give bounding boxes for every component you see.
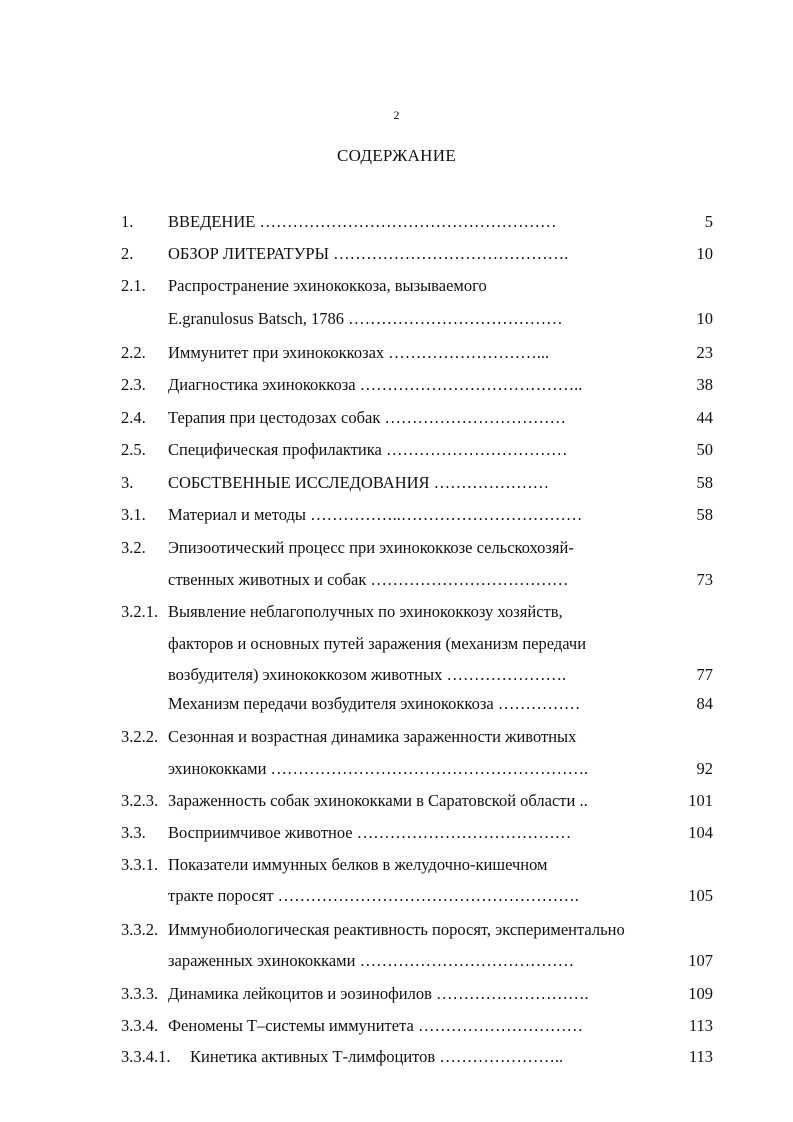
toc-page: 104 [688, 823, 713, 842]
toc-entry [0, 662, 793, 688]
toc-text: ственных животных и собак ……………………………… [168, 570, 569, 589]
toc-entry [0, 981, 793, 1007]
toc-text: Иммунитет при эхинококкозах ………………………... [168, 343, 550, 362]
toc-page: 113 [688, 1016, 713, 1035]
toc-entry [0, 599, 793, 625]
toc-number: 3.2.2. [121, 727, 159, 746]
toc-entry [0, 209, 793, 235]
toc-text: Иммунобиологическая реактивность поросят, экспериментально [168, 920, 625, 939]
toc-entry [0, 724, 793, 750]
toc-page: 113 [688, 1047, 713, 1066]
toc-number: 3.3. [121, 823, 146, 842]
toc-text: Материал и методы ……………..…………………………… [168, 505, 583, 524]
toc-entry [0, 535, 793, 561]
toc-page: 58 [696, 505, 713, 524]
toc-page: 107 [688, 951, 713, 970]
toc-entry [0, 852, 793, 878]
toc-page: 44 [696, 408, 713, 427]
toc-entry [0, 691, 793, 717]
toc-text: Выявление неблагополучных по эхинококкозу хозяйств, [168, 602, 563, 621]
toc-entry [0, 917, 793, 943]
toc-number: 2.3. [121, 375, 146, 394]
page-number: 2 [393, 108, 400, 122]
toc-page: 5 [704, 212, 713, 231]
toc-entry [0, 437, 793, 463]
toc-text: Диагностика эхинококкоза ………………………………….. [168, 375, 583, 394]
toc-text: зараженных эхинококками ………………………………… [168, 951, 575, 970]
toc-number: 3.3.1. [121, 855, 159, 874]
toc-number: 3.3.2. [121, 920, 159, 939]
toc-text: факторов и основных путей заражения (механизм передачи [168, 634, 587, 653]
toc-text: Феномены Т–системы иммунитета ………………………… [168, 1016, 583, 1035]
toc-number: 3.1. [121, 505, 146, 524]
toc-entry [0, 340, 793, 366]
toc-number: 3. [121, 473, 134, 492]
toc-text: Зараженность собак эхинококками в Саратовской области .. [168, 791, 588, 810]
toc-text: Показатели иммунных белков в желудочно-кишечном [168, 855, 548, 874]
toc-page: 84 [696, 694, 713, 713]
toc-number: 2.5. [121, 440, 146, 459]
toc-entry [0, 470, 793, 496]
page-title: СОДЕРЖАНИЕ [336, 146, 457, 165]
toc-page: 92 [696, 759, 713, 778]
toc-page: 101 [688, 791, 713, 810]
toc-number: 3.3.4. [121, 1016, 159, 1035]
toc-page: 10 [696, 309, 713, 328]
toc-text: Специфическая профилактика …………………………… [168, 440, 568, 459]
toc-number: 3.2. [121, 538, 146, 557]
toc-number: 2.1. [121, 276, 146, 295]
toc-number: 3.3.4.1. [121, 1047, 171, 1066]
toc-text: тракте поросят ………………………………………………. [168, 886, 579, 905]
toc-number: 2.4. [121, 408, 146, 427]
toc-entry [0, 756, 793, 782]
toc-entry [0, 948, 793, 974]
toc-entry [0, 273, 793, 299]
toc-entry [0, 883, 793, 909]
toc-text: СОБСТВЕННЫЕ ИССЛЕДОВАНИЯ ………………… [168, 473, 550, 492]
toc-page: 109 [688, 984, 713, 1003]
toc-page: 23 [696, 343, 713, 362]
toc-page: 38 [696, 375, 713, 394]
toc-text: Терапия при цестодозах собак …………………………… [168, 408, 566, 427]
toc-number: 1. [121, 212, 134, 231]
toc-page: 10 [696, 244, 713, 263]
toc-entry [0, 241, 793, 267]
toc-text: Распространение эхинококкоза, вызываемого [168, 276, 487, 295]
toc-number: 3.2.3. [121, 791, 159, 810]
toc-text: Восприимчивое животное ………………………………… [168, 823, 572, 842]
toc-number: 3.2.1. [121, 602, 159, 621]
toc-text: ВВЕДЕНИЕ ……………………………………………… [168, 212, 557, 231]
toc-entry [0, 567, 793, 593]
toc-entry [0, 405, 793, 431]
toc-number: 2. [121, 244, 134, 263]
toc-text: эхинококками …………………………………………………. [168, 759, 589, 778]
toc-page: 58 [696, 473, 713, 492]
toc-entry [0, 372, 793, 398]
toc-text: ОБЗОР ЛИТЕРАТУРЫ ……………………………………. [168, 244, 569, 263]
toc-number: 2.2. [121, 343, 146, 362]
toc-page: 105 [688, 886, 713, 905]
toc-text: Сезонная и возрастная динамика зараженности животных [168, 727, 577, 746]
toc-page: 50 [696, 440, 713, 459]
toc-text: Эпизоотический процесс при эхинококкозе сельскохозяй- [168, 538, 574, 557]
toc-page: 77 [696, 665, 713, 684]
toc-number: 3.3.3. [121, 984, 159, 1003]
toc-entry [0, 1013, 793, 1039]
toc-text: Кинетика активных Т-лимфоцитов ………………….. [190, 1047, 564, 1066]
toc-entry [0, 306, 793, 332]
toc-entry [0, 1044, 793, 1070]
toc-entry [0, 820, 793, 846]
toc-text: Механизм передачи возбудителя эхинококкоза …………… [168, 694, 581, 713]
toc-text: возбудителя) эхинококкозом животных …………………. [168, 665, 567, 684]
toc-entry [0, 502, 793, 528]
toc-text: E.granulosus Batsch, 1786 ………………………………… [168, 309, 563, 328]
toc-entry [0, 788, 793, 814]
toc-page: 73 [696, 570, 713, 589]
toc-text: Динамика лейкоцитов и эозинофилов ………………………. [168, 984, 589, 1003]
toc-entry [0, 631, 793, 657]
